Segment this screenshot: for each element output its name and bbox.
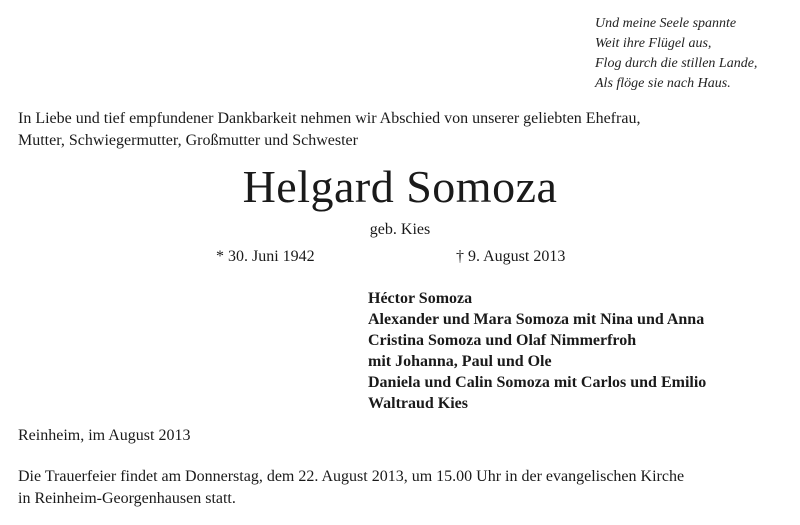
maiden-name: geb. Kies [369,221,431,238]
poem-line: Und meine Seele spannte [595,16,737,31]
mourner-line: mit Johanna, Paul und Ole [368,353,552,370]
intro-line: In Liebe und tief empfundener Dankbarkeit nehmen wir Abschied von unserer geliebten Ehefrau, [18,110,641,127]
death-date: † 9. August 2013 [456,248,566,265]
mourners-list [368,288,706,414]
mourner-line: Alexander und Mara Somoza mit Nina und Anna [368,311,705,328]
mourner-line: Waltraud Kies [368,395,469,412]
intro-text [18,108,788,152]
intro-line: Mutter, Schwiegermutter, Großmutter und Schwester [18,132,358,149]
funeral-line: Die Trauerfeier findet am Donnerstag, dem 22. August 2013, um 15.00 Uhr in der evangelischen Kirche [18,468,685,485]
mourner-line: Daniela und Calin Somoza mit Carlos und Emilio [368,374,707,391]
poem-line: Weit ihre Flügel aus, [595,36,712,51]
poem-line: Als flöge sie nach Haus. [595,76,731,91]
mourner-line: Héctor Somoza [368,290,473,307]
poem-line: Flog durch die stillen Lande, [595,56,758,71]
deceased-name: Helgard Somoza [242,161,558,212]
poem [595,14,757,94]
place-and-date: Reinheim, im August 2013 [18,427,191,444]
funeral-info [18,466,788,510]
birth-date: * 30. Juni 1942 [216,248,315,265]
mourner-line: Cristina Somoza und Olaf Nimmerfroh [368,332,637,349]
funeral-line: in Reinheim-Georgenhausen statt. [18,490,236,507]
